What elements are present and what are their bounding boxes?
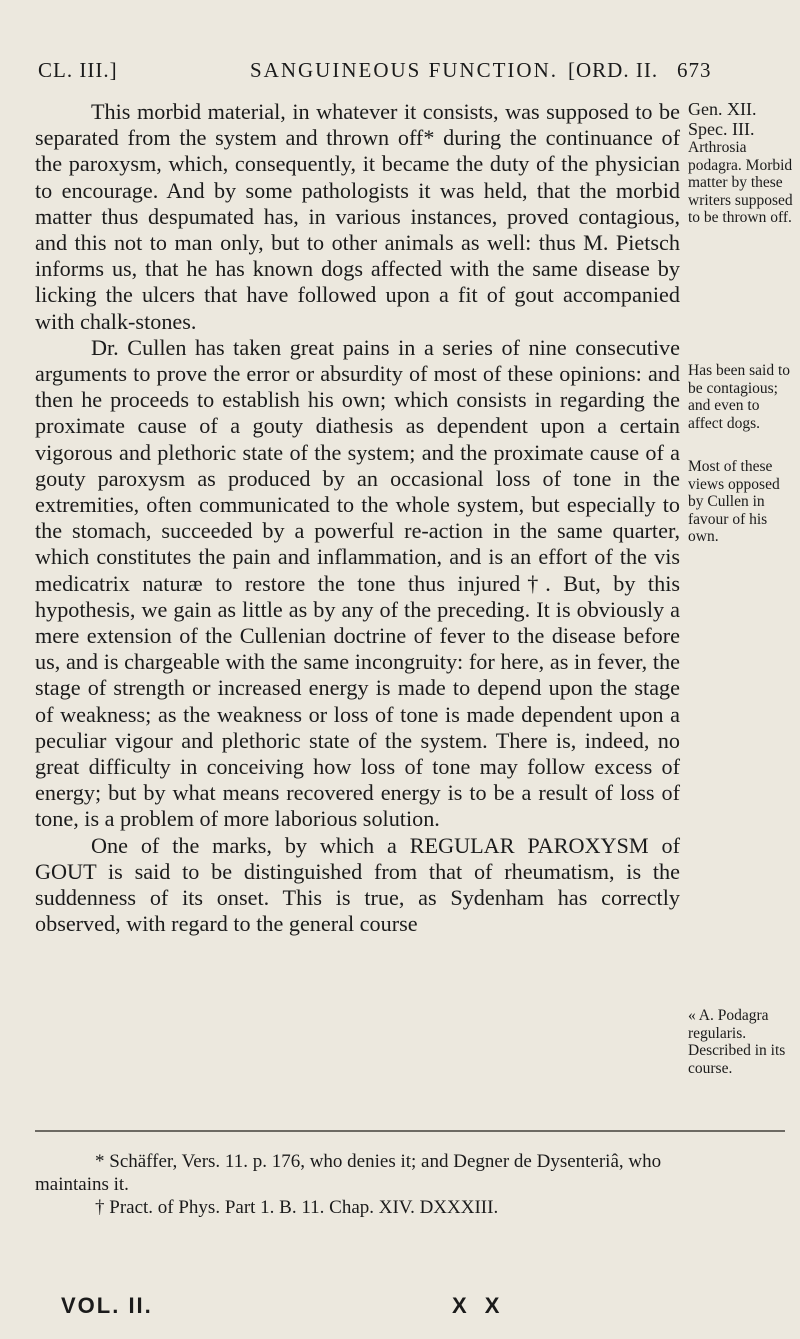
margin-note-text: Has been said to be contagious; and even to affect dogs. (688, 362, 791, 432)
running-header (0, 58, 800, 88)
paragraph: Dr. Cullen has taken great pains in a series of nine consecutive arguments to prove the error or absurdity of most of these opinions: and then he proceeds to establish his own; which consists in regarding the proximate cause of a gouty diathesis as dependent upon a certain vigorous and plethoric state of the system; and the proximate cause of a gouty paroxysm as produced by an occasional loss of tone in the extremities, often communicated to the whole system, but especially to the stomach, succeeded by a powerful re-action in the same quarter, which constitutes the pain and inflammation, and is an effort of the vis medicatrix naturæ to restore the tone thus injured†. But, by this hypothesis, we gain as little as by any of the preceding. It is obviously a mere extension of the Cullenian doctrine of fever to the disease before us, and is chargeable with the same incongruity: for here, as in fever, the stage of strength or increased energy is made to depend upon the stage of weakness; as the weakness or loss of tone is made dependent upon a peculiar vigour and plethoric state of the system. There is, indeed, no great difficulty in conceiving how loss of tone may follow excess of energy; but by what means recovered energy is to be a result of loss of tone, is a problem of more laborious solution. (35, 334, 680, 832)
footnote: † Pract. of Phys. Part 1. B. 11. Chap. XIV. DXXXIII. (95, 1197, 499, 1218)
header-chapter: CL. III.] (38, 58, 118, 82)
signature-line (0, 1293, 800, 1321)
signature-mark: X X (452, 1293, 506, 1318)
margin-note (688, 362, 798, 432)
page-number: 673 (677, 58, 712, 82)
margin-note-text: Arthrosia podagra. Morbid matter by these writers supposed to be thrown off. (688, 139, 793, 226)
header-title: SANGUINEOUS FUNCTION. (250, 58, 559, 82)
paragraph: This morbid material, in whatever it consists, was supposed to be separated from the system and thrown off* during the continuance of the paroxysm, which, consequently, it became the duty of the physician to encourage. And by some pathologists it was held, that the morbid matter thus despumated has, in various instances, proved contagious, and this not to man only, but to other animals as well: thus M. Pietsch informs us, that he has known dogs affected with the same disease by licking the ulcers that have followed upon a fit of gout accompanied with chalk-stones. (35, 99, 680, 334)
paragraph: One of the marks, by which a REGULAR PAROXYSM of GOUT is said to be distinguished from that of rheumatism, is the suddenness of its onset. This is true, as Sydenham has correctly observed, with regard to the general course (35, 832, 680, 937)
margin-note (688, 1007, 798, 1077)
margin-note (688, 458, 798, 546)
margin-note-text: « A. Podagra regularis. Described in its course. (688, 1007, 786, 1077)
margin-note (688, 99, 798, 227)
margin-note-heading: Gen. XII. Spec. III. (688, 99, 757, 139)
volume-mark: VOL. II. (61, 1293, 153, 1318)
header-order: [ORD. II. (568, 58, 659, 82)
margin-note-text: Most of these views opposed by Cullen in favour of his own. (688, 458, 780, 545)
footnotes (35, 1150, 735, 1219)
footnote-divider (35, 1130, 785, 1132)
footnote: * Schäffer, Vers. 11. p. 176, who denies it; and Degner de Dysenteriâ, who maintains it. (35, 1151, 662, 1195)
main-text (35, 99, 680, 938)
